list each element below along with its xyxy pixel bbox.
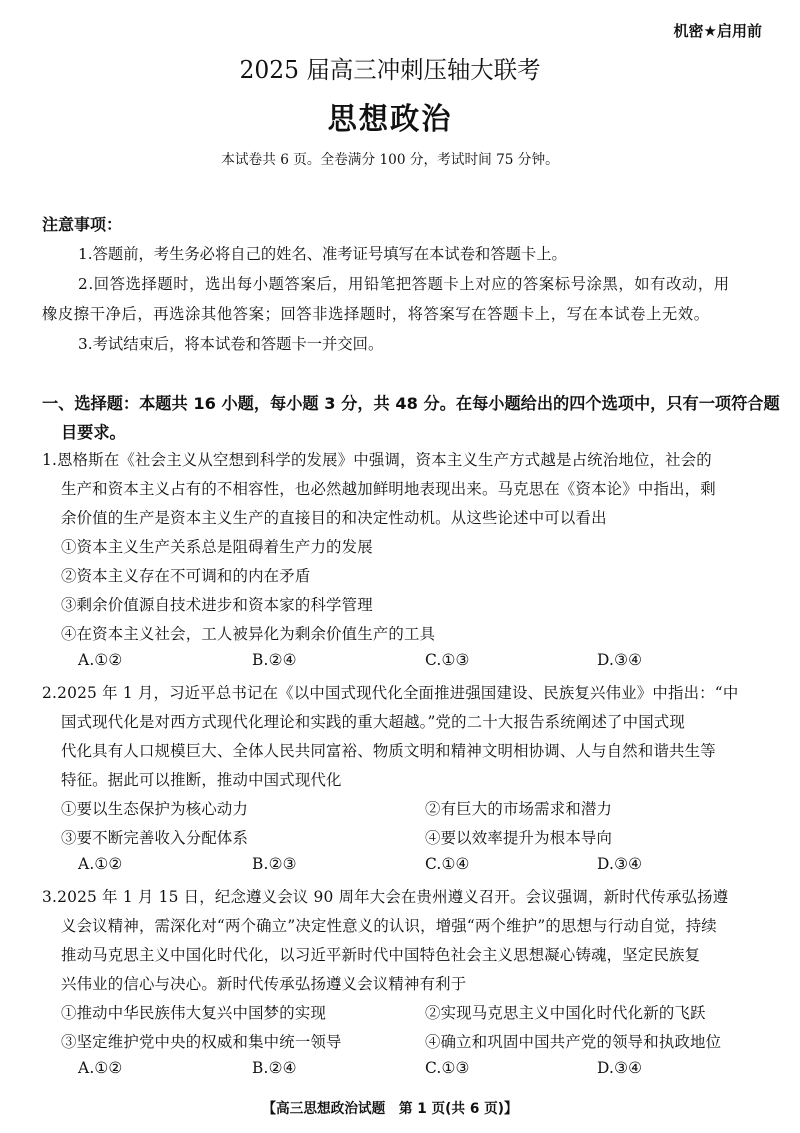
- question-1-option-a: A.①②: [78, 651, 123, 669]
- subject-title: 思想政治: [327, 102, 453, 137]
- notice-item: 2.回答选择题时，选出每小题答案后，用铅笔把答题卡上对应的答案标号涂黑，如有改动，用: [78, 275, 730, 293]
- question-2-stem: 国式现代化是对西方式现代化理论和实践的重大超越。”党的二十大报告系统阐述了中国式现: [61, 713, 685, 731]
- question-2-statement: ③要不断完善收入分配体系: [61, 829, 249, 847]
- question-1-statement: ③剩余价值源自技术进步和资本家的科学管理: [61, 596, 373, 614]
- exam-info: 本试卷共 6 页。全卷满分 100 分，考试时间 75 分钟。: [221, 152, 559, 168]
- question-3-stem: 兴伟业的信心与决心。新时代传承弘扬遵义会议精神有利于: [61, 975, 467, 993]
- question-2-stem: 2.2025 年 1 月，习近平总书记在《以中国式现代化全面推进强国建设、民族复兴伟业》中指出：“中: [42, 684, 739, 702]
- notice-item: 3.考试结束后，将本试卷和答题卡一并交回。: [78, 335, 384, 353]
- question-2-stem: 特征。据此可以推断，推动中国式现代化: [61, 771, 342, 789]
- page-footer: 【高三思想政治试题 第 1 页(共 6 页)】: [262, 1101, 518, 1117]
- question-3-option-a: A.①②: [78, 1059, 123, 1077]
- question-1-statement: ②资本主义存在不可调和的内在矛盾: [61, 567, 311, 585]
- question-3-option-d: D.③④: [597, 1059, 643, 1077]
- question-2-option-b: B.②③: [252, 855, 297, 873]
- question-1-stem: 余价值的生产是资本主义生产的直接目的和决定性动机。从这些论述中可以看出: [61, 509, 607, 527]
- question-1-option-c: C.①③: [425, 651, 470, 669]
- section-heading-continued: 目要求。: [61, 423, 126, 442]
- section-heading: 一、选择题：本题共 16 小题，每小题 3 分，共 48 分。在每小题给出的四个选项中，只有一项符合题: [42, 394, 780, 413]
- notice-item: 1.答题前，考生务必将自己的姓名、准考证号填写在本试卷和答题卡上。: [78, 245, 567, 263]
- question-3-stem: 义会议精神，需深化对“两个确立”决定性意义的认识，增强“两个维护”的思想与行动自觉，持续: [61, 917, 717, 935]
- question-3-statement: ④确立和巩固中国共产党的领导和执政地位: [425, 1033, 722, 1051]
- question-3-statement: ③坚定维护党中央的权威和集中统一领导: [61, 1033, 342, 1051]
- question-1-statement: ①资本主义生产关系总是阻碍着生产力的发展: [61, 538, 373, 556]
- question-1-stem: 1.恩格斯在《社会主义从空想到科学的发展》中强调，资本主义生产方式越是占统治地位，社会的: [42, 451, 712, 469]
- question-2-statement: ①要以生态保护为核心动力: [61, 800, 249, 818]
- question-2-statement: ②有巨大的市场需求和潜力: [425, 800, 613, 818]
- confidential-label: 机密★启用前: [673, 22, 762, 40]
- question-3-stem: 推动马克思主义中国化时代化，以习近平新时代中国特色社会主义思想凝心铸魂，坚定民族复: [61, 946, 701, 964]
- question-2-statement: ④要以效率提升为根本导向: [425, 829, 613, 847]
- exam-title: 2025 届高三冲刺压轴大联考: [239, 56, 541, 84]
- notice-item-continued: 橡皮擦干净后，再选涂其他答案；回答非选择题时，将答案写在答题卡上，写在本试卷上无效。: [42, 305, 710, 323]
- question-1-stem: 生产和资本主义占有的不相容性，也必然越加鲜明地表现出来。马克思在《资本论》中指出，剩: [61, 480, 716, 498]
- question-3-stem: 3.2025 年 1 月 15 日，纪念遵义会议 90 周年大会在贵州遵义召开。会议强调，新时代传承弘扬遵: [42, 888, 729, 906]
- question-3-statement: ②实现马克思主义中国化时代化新的飞跃: [425, 1004, 706, 1022]
- question-2-option-c: C.①④: [425, 855, 470, 873]
- question-3-statement: ①推动中华民族伟大复兴中国梦的实现: [61, 1004, 327, 1022]
- question-1-option-b: B.②④: [252, 651, 297, 669]
- question-2-option-d: D.③④: [597, 855, 643, 873]
- question-1-statement: ④在资本主义社会，工人被异化为剩余价值生产的工具: [61, 625, 436, 643]
- question-2-option-a: A.①②: [78, 855, 123, 873]
- question-3-option-b: B.②④: [252, 1059, 297, 1077]
- question-2-stem: 代化具有人口规模巨大、全体人民共同富裕、物质文明和精神文明相协调、人与自然和谐共生等: [61, 742, 716, 760]
- question-1-option-d: D.③④: [597, 651, 643, 669]
- question-3-option-c: C.①③: [425, 1059, 470, 1077]
- notice-heading: 注意事项：: [42, 215, 123, 234]
